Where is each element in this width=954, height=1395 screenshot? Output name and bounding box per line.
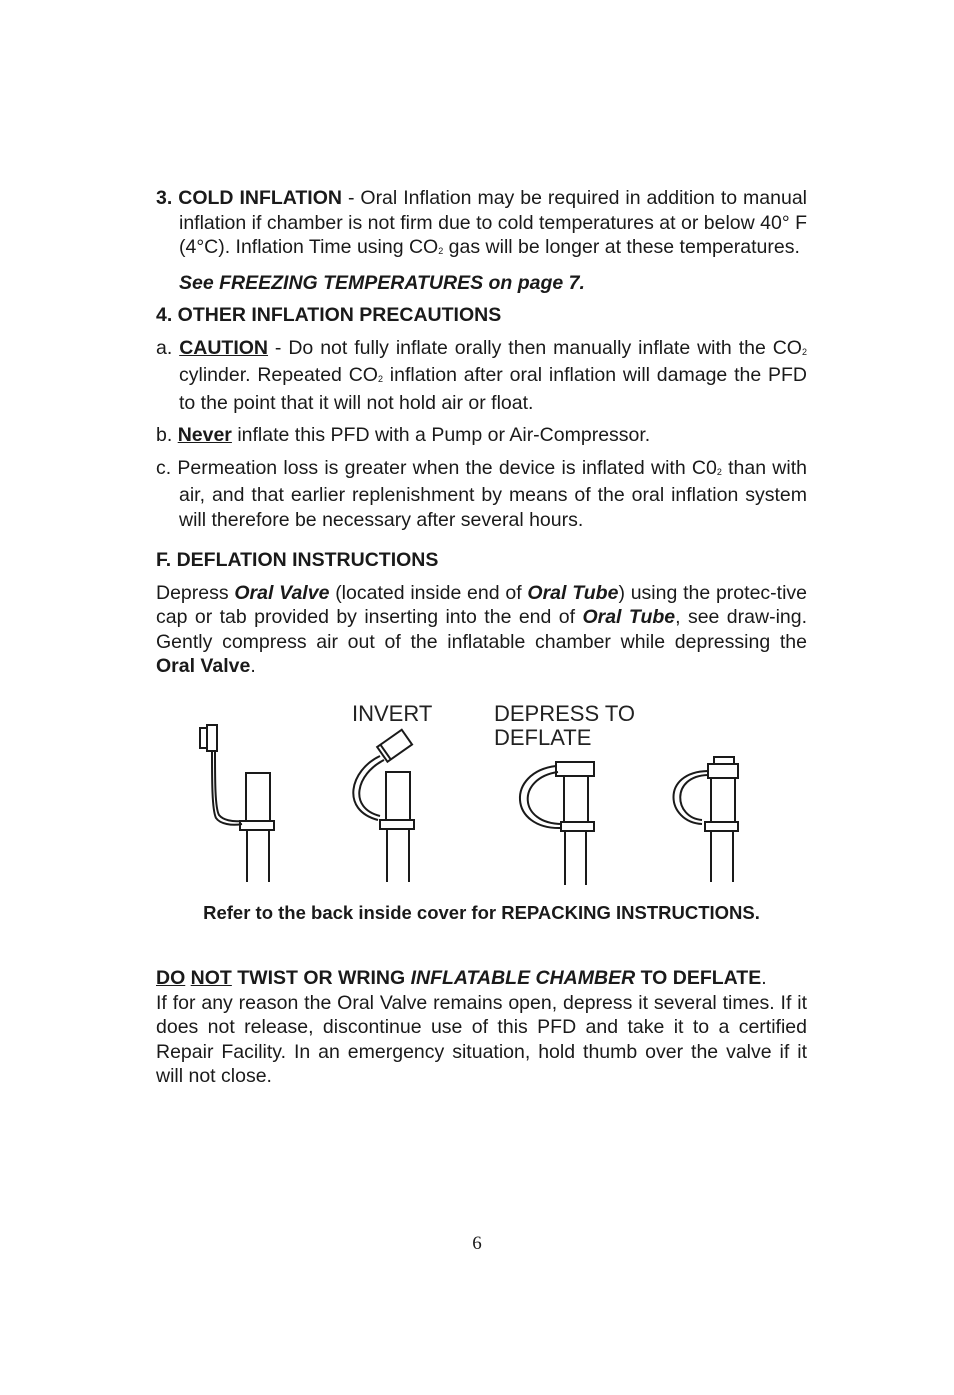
do-not-twist-warning (156, 966, 807, 1089)
warning-text-1: TWIST OR WRING (231, 967, 411, 989)
precaution-b (156, 423, 807, 448)
section-3-cold-inflation (156, 186, 807, 263)
warning-body: If for any reason the Oral Valve remains open, depress it several times. If it does not release, discontinue use of this PFD and take it to a certified Repair Facility. In an emergency situation, hold thumb over the valve if it will not close. (156, 991, 807, 1087)
oral-tube-step-4-icon (674, 757, 739, 882)
section-f-heading: F. DEFLATION INSTRUCTIONS (156, 549, 439, 571)
page-number: 6 (472, 1233, 482, 1254)
co2-subscript: 2 (438, 246, 444, 256)
section-3-text-a: - Oral Inflation may be required in addition to manual inflation if chamber is not firm due to cold temperatures at or below 40° F (4°C). Inflation Time using CO (179, 187, 807, 258)
precaution-c (156, 456, 807, 533)
precaution-b-marker: b. (156, 424, 178, 446)
page-body (156, 186, 807, 679)
freezing-note (156, 271, 807, 296)
deflation-illustration (190, 700, 760, 890)
oral-valve-term: Oral Valve (234, 581, 330, 604)
precaution-a-marker: a. (156, 336, 180, 359)
co2-subscript: 2 (801, 346, 807, 357)
warning-heading (156, 966, 807, 991)
precaution-a-text-3: inflation after oral inflation will damage the PFD to the point that it will not hold air or float. (179, 364, 807, 414)
warning-do: DO (156, 967, 186, 989)
precaution-a-text-1: - Do not fully inflate orally then manually inflate with the CO (268, 336, 802, 359)
precaution-c-marker: c. (156, 456, 178, 479)
warning-text-2: TO DEFLATE (635, 967, 762, 989)
precaution-b-text: inflate this PFD with a Pump or Air-Compressor. (231, 424, 651, 446)
deflation-text-3: ) using the protec-tive cap or tab provided by inserting into the end of (156, 581, 808, 628)
section-3-number: 3. (156, 187, 173, 209)
deflation-paragraph (156, 581, 807, 679)
oral-tube-step-3-icon (520, 762, 594, 885)
section-3-title: COLD INFLATION (178, 187, 342, 209)
warning-chamber: INFLATABLE CHAMBER (410, 967, 636, 989)
freezing-note-text: See FREEZING TEMPERATURES on page 7. (179, 271, 585, 294)
co2-subscript: 2 (377, 374, 383, 384)
never-label: Never (177, 424, 232, 446)
precaution-c-text-1: Permeation loss is greater when the device is inflated with C0 (177, 456, 717, 479)
oral-valve-term: Oral Valve (156, 655, 251, 677)
invert-label: INVERT (352, 701, 433, 726)
repacking-reference: Refer to the back inside cover for REPACKING INSTRUCTIONS. (203, 902, 760, 923)
precaution-c-text-2: than with air, and that earlier replenishment by means of the oral inflation system will therefore be necessary after several hours. (179, 456, 807, 531)
precaution-a (156, 336, 807, 416)
warning-not: NOT (190, 967, 232, 989)
depress-to-deflate-label: DEPRESS TO DEFLATE (494, 701, 636, 750)
oral-tube-term: Oral Tube (582, 606, 676, 628)
deflation-text-5: . (250, 655, 256, 677)
deflation-text-2: (located inside end of (329, 581, 528, 604)
caution-label: CAUTION (179, 336, 269, 359)
oral-tube-drawings (190, 700, 760, 890)
warning-period: . (761, 967, 767, 989)
oral-tube-step-2-icon (353, 730, 414, 882)
section-3-text-b: gas will be longer at these temperatures. (443, 236, 800, 258)
co2-subscript: 2 (716, 466, 722, 477)
oral-tube-term: Oral Tube (527, 581, 619, 604)
precaution-a-text-2: cylinder. Repeated CO (179, 364, 378, 386)
deflation-text-4: , see draw-ing. Gently compress air out of the inflatable chamber while depressing the (156, 606, 808, 653)
oral-tube-step-1-icon (200, 725, 274, 882)
section-4-heading: 4. OTHER INFLATION PRECAUTIONS (156, 304, 502, 326)
deflation-text-1: Depress (156, 581, 235, 604)
